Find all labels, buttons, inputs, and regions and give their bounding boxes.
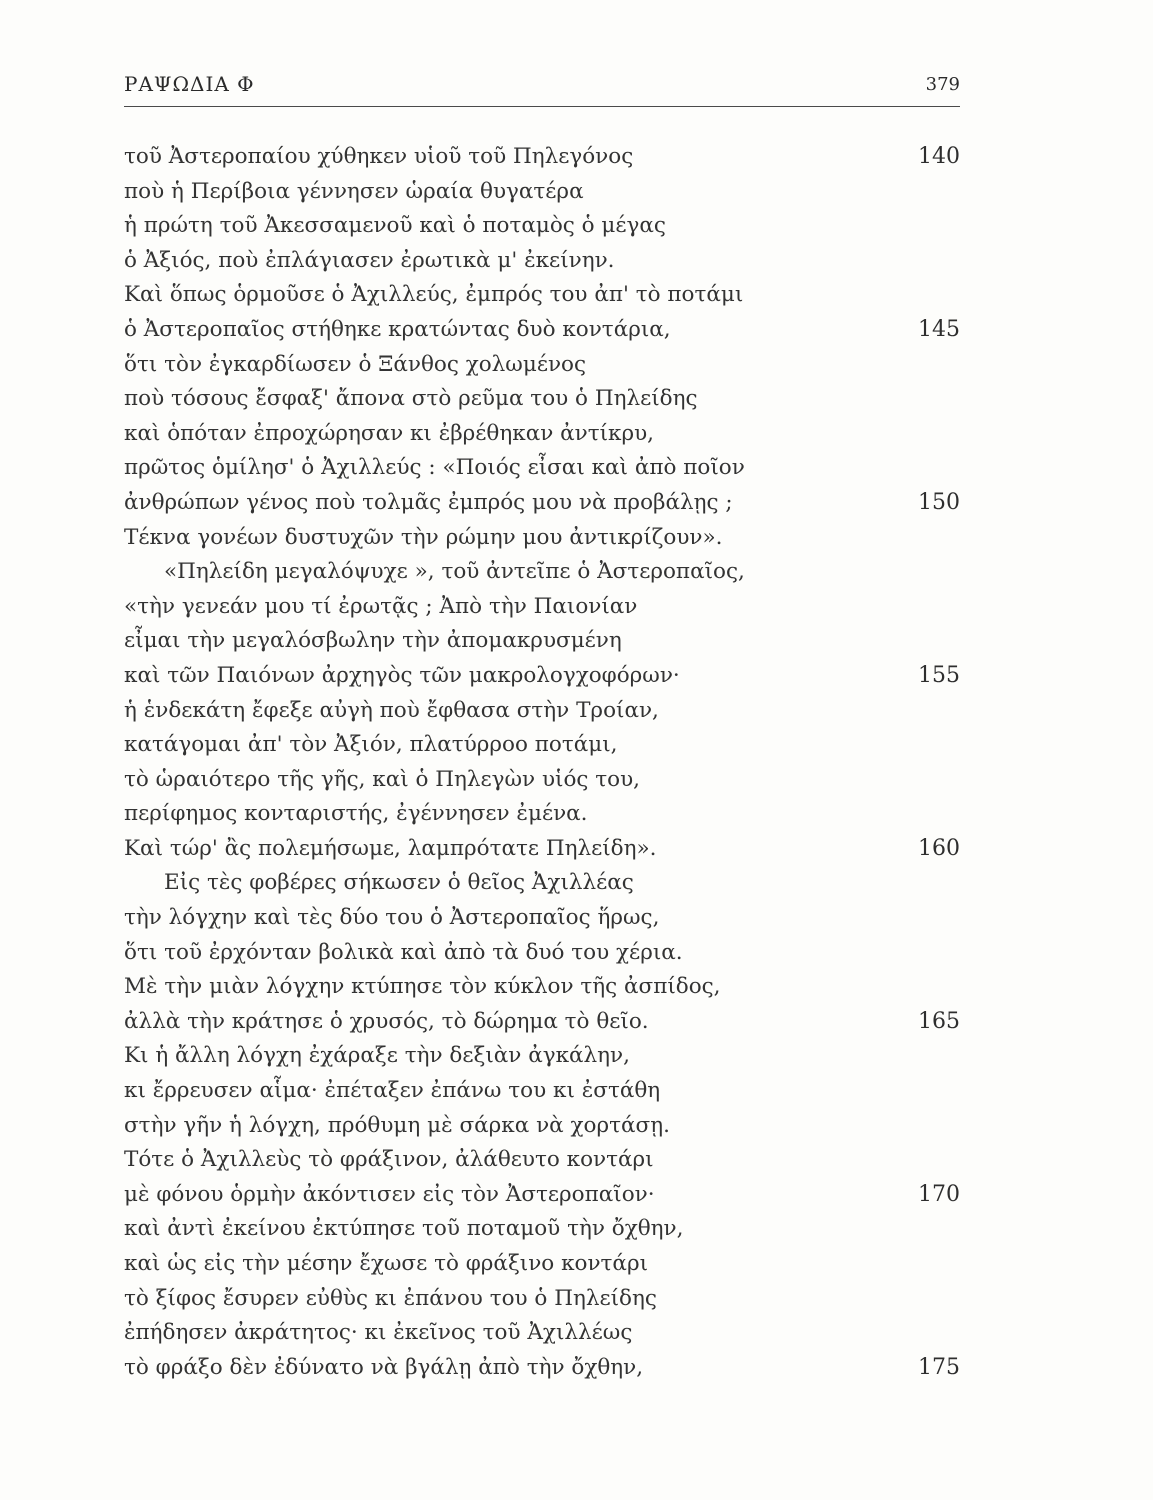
verse-line xyxy=(124,1074,960,1109)
verse-line xyxy=(124,278,960,313)
verse-text: ποὺ ἡ Περίβοια γέννησεν ὡραία θυγατέρα xyxy=(124,178,584,204)
verse-line xyxy=(124,417,960,452)
verse-text: μὲ φόνου ὁρμὴν ἀκόντισεν εἰς τὸν Ἀστεροπαῖον· xyxy=(124,1181,655,1207)
verse-line xyxy=(124,832,960,867)
verse-line xyxy=(124,1039,960,1074)
verse-line xyxy=(124,486,960,521)
verse-text: ἡ πρώτη τοῦ Ἀκεσσαμενοῦ καὶ ὁ ποταμὸς ὁ μέγας xyxy=(124,213,666,239)
verse-line xyxy=(124,763,960,798)
verse-text: ὅτι τὸν ἐγκαρδίωσεν ὁ Ξάνθος χολωμένος xyxy=(124,351,587,377)
verse-line xyxy=(124,624,960,659)
line-number: 170 xyxy=(918,1181,960,1207)
verse-text: ὁ Ἀστεροπαῖος στήθηκε κρατώντας δυὸ κοντάρια, xyxy=(124,316,671,342)
running-head xyxy=(124,72,960,102)
verse-line xyxy=(124,209,960,244)
page-number: 379 xyxy=(925,74,960,95)
verse-line xyxy=(124,901,960,936)
verse-text: καὶ ἀντὶ ἐκείνου ἐκτύπησε τοῦ ποταμοῦ τὴν ὄχθην, xyxy=(124,1216,684,1242)
verse-line xyxy=(124,936,960,971)
verse-text: τὸ φράξο δὲν ἐδύνατο νὰ βγάλῃ ἀπὸ τὴν ὄχθην, xyxy=(124,1354,644,1380)
verse-line xyxy=(124,175,960,210)
verse-line xyxy=(124,521,960,556)
verse-text: τοῦ Ἀστεροπαίου χύθηκεν υἱοῦ τοῦ Πηλεγόνος xyxy=(124,144,634,169)
verse-line xyxy=(124,728,960,763)
line-number: 165 xyxy=(918,1008,960,1034)
verse-line xyxy=(124,797,960,832)
verse-text: κι ἔρρευσεν αἷμα· ἐπέταξεν ἐπάνω του κι ἐστάθη xyxy=(124,1078,661,1104)
verse-list xyxy=(124,140,960,1385)
verse-text: ὁ Ἀξιός, ποὺ ἐπλάγιασεν ἐρωτικὰ μ' ἐκείνην. xyxy=(124,247,615,273)
verse-line xyxy=(124,382,960,417)
verse-text: «τὴν γενεάν μου τί ἐρωτᾷς ; Ἀπὸ τὴν Παιονίαν xyxy=(124,593,638,619)
verse-line xyxy=(124,313,960,348)
verse-text: καὶ ὁπόταν ἐπροχώρησαν κι ἐβρέθηκαν ἀντίκρυ, xyxy=(124,420,655,446)
line-number: 140 xyxy=(918,144,960,169)
verse-text: ποὺ τόσους ἔσφαξ' ἄπονα στὸ ρεῦμα του ὁ Πηλείδης xyxy=(124,386,698,412)
verse-line xyxy=(124,1178,960,1213)
verse-text: καὶ ὡς εἰς τὴν μέσην ἔχωσε τὸ φράξινο κοντάρι xyxy=(124,1251,649,1276)
verse-line xyxy=(124,244,960,279)
verse-text: ἀλλὰ τὴν κράτησε ὁ χρυσός, τὸ δώρημα τὸ θεῖο. xyxy=(124,1008,649,1034)
verse-text: Εἰς τὲς φοβέρες σήκωσεν ὁ θεῖος Ἀχιλλέας xyxy=(164,870,634,896)
verse-line xyxy=(124,1005,960,1040)
verse-line xyxy=(124,140,960,175)
verse-line xyxy=(124,451,960,486)
verse-line xyxy=(124,1316,960,1351)
line-number: 145 xyxy=(918,316,960,342)
verse-line xyxy=(124,1143,960,1178)
verse-text: εἶμαι τὴν μεγαλόσβωλην τὴν ἀπομακρυσμένη xyxy=(124,628,622,654)
line-number: 175 xyxy=(918,1354,960,1380)
verse-text: τὸ ξίφος ἔσυρεν εὐθὺς κι ἐπάνου του ὁ Πηλείδης xyxy=(124,1285,657,1311)
verse-text: Τέκνα γονέων δυστυχῶν τὴν ρώμην μου ἀντικρίζουν». xyxy=(124,524,723,550)
verse-text: στὴν γῆν ἡ λόγχη, πρόθυμη μὲ σάρκα νὰ χορτάσῃ. xyxy=(124,1112,670,1138)
line-number: 150 xyxy=(918,489,960,515)
verse-text: Μὲ τὴν μιὰν λόγχην κτύπησε τὸν κύκλον τῆς ἀσπίδος, xyxy=(124,974,721,1000)
verse-line xyxy=(124,659,960,694)
verse-text: καὶ τῶν Παιόνων ἀρχηγὸς τῶν μακρολογχοφόρων· xyxy=(124,662,680,688)
running-title: ΡΑΨΩΔΙΑ Φ xyxy=(124,72,255,96)
verse-line xyxy=(124,694,960,729)
verse-line xyxy=(124,555,960,590)
verse-line xyxy=(124,348,960,383)
verse-text: τὴν λόγχην καὶ τὲς δύο του ὁ Ἀστεροπαῖος ἥρως, xyxy=(124,905,660,931)
verse-line xyxy=(124,1282,960,1317)
verse-text: ἡ ἑνδεκάτη ἔφεξε αὐγὴ ποὺ ἔφθασα στὴν Τροίαν, xyxy=(124,697,659,723)
verse-text: «Πηλείδη μεγαλόψυχε », τοῦ ἀντεῖπε ὁ Ἀστεροπαῖος, xyxy=(164,559,745,585)
line-number: 160 xyxy=(918,835,960,861)
verse-line xyxy=(124,1212,960,1247)
verse-line xyxy=(124,1247,960,1282)
verse-text: ἐπήδησεν ἀκράτητος· κι ἐκεῖνος τοῦ Ἀχιλλέως xyxy=(124,1320,633,1346)
verse-text: κατάγομαι ἀπ' τὸν Ἀξιόν, πλατύρροο ποτάμι, xyxy=(124,732,618,758)
verse-line xyxy=(124,1351,960,1386)
header-rule xyxy=(124,106,960,107)
verse-text: πρῶτος ὁμίλησ' ὁ Ἀχιλλεύς : «Ποιός εἶσαι καὶ ἀπὸ ποῖον xyxy=(124,455,745,481)
verse-text: Καὶ τώρ' ἂς πολεμήσωμε, λαμπρότατε Πηλείδη». xyxy=(124,835,657,861)
verse-text: περίφημος κονταριστής, ἐγέννησεν ἐμένα. xyxy=(124,801,588,827)
verse-text: ἀνθρώπων γένος ποὺ τολμᾶς ἐμπρός μου νὰ προβάλῃς ; xyxy=(124,489,733,515)
verse-line xyxy=(124,1109,960,1144)
verse-text: Τότε ὁ Ἀχιλλεὺς τὸ φράξινον, ἀλάθευτο κοντάρι xyxy=(124,1147,654,1173)
verse-text: ὅτι τοῦ ἐρχόνταν βολικὰ καὶ ἀπὸ τὰ δυό του χέρια. xyxy=(124,939,683,965)
line-number: 155 xyxy=(918,662,960,688)
verse-line xyxy=(124,970,960,1005)
verse-line xyxy=(124,590,960,625)
verse-text: Καὶ ὅπως ὁρμοῦσε ὁ Ἀχιλλεύς, ἐμπρός του ἀπ' τὸ ποτάμι xyxy=(124,282,744,308)
verse-text: τὸ ὡραιότερο τῆς γῆς, καὶ ὁ Πηλεγὼν υἱός του, xyxy=(124,766,641,792)
verse-line xyxy=(124,866,960,901)
verse-text: Κι ἡ ἄλλη λόγχη ἐχάραξε τὴν δεξιὰν ἀγκάλην, xyxy=(124,1043,630,1069)
